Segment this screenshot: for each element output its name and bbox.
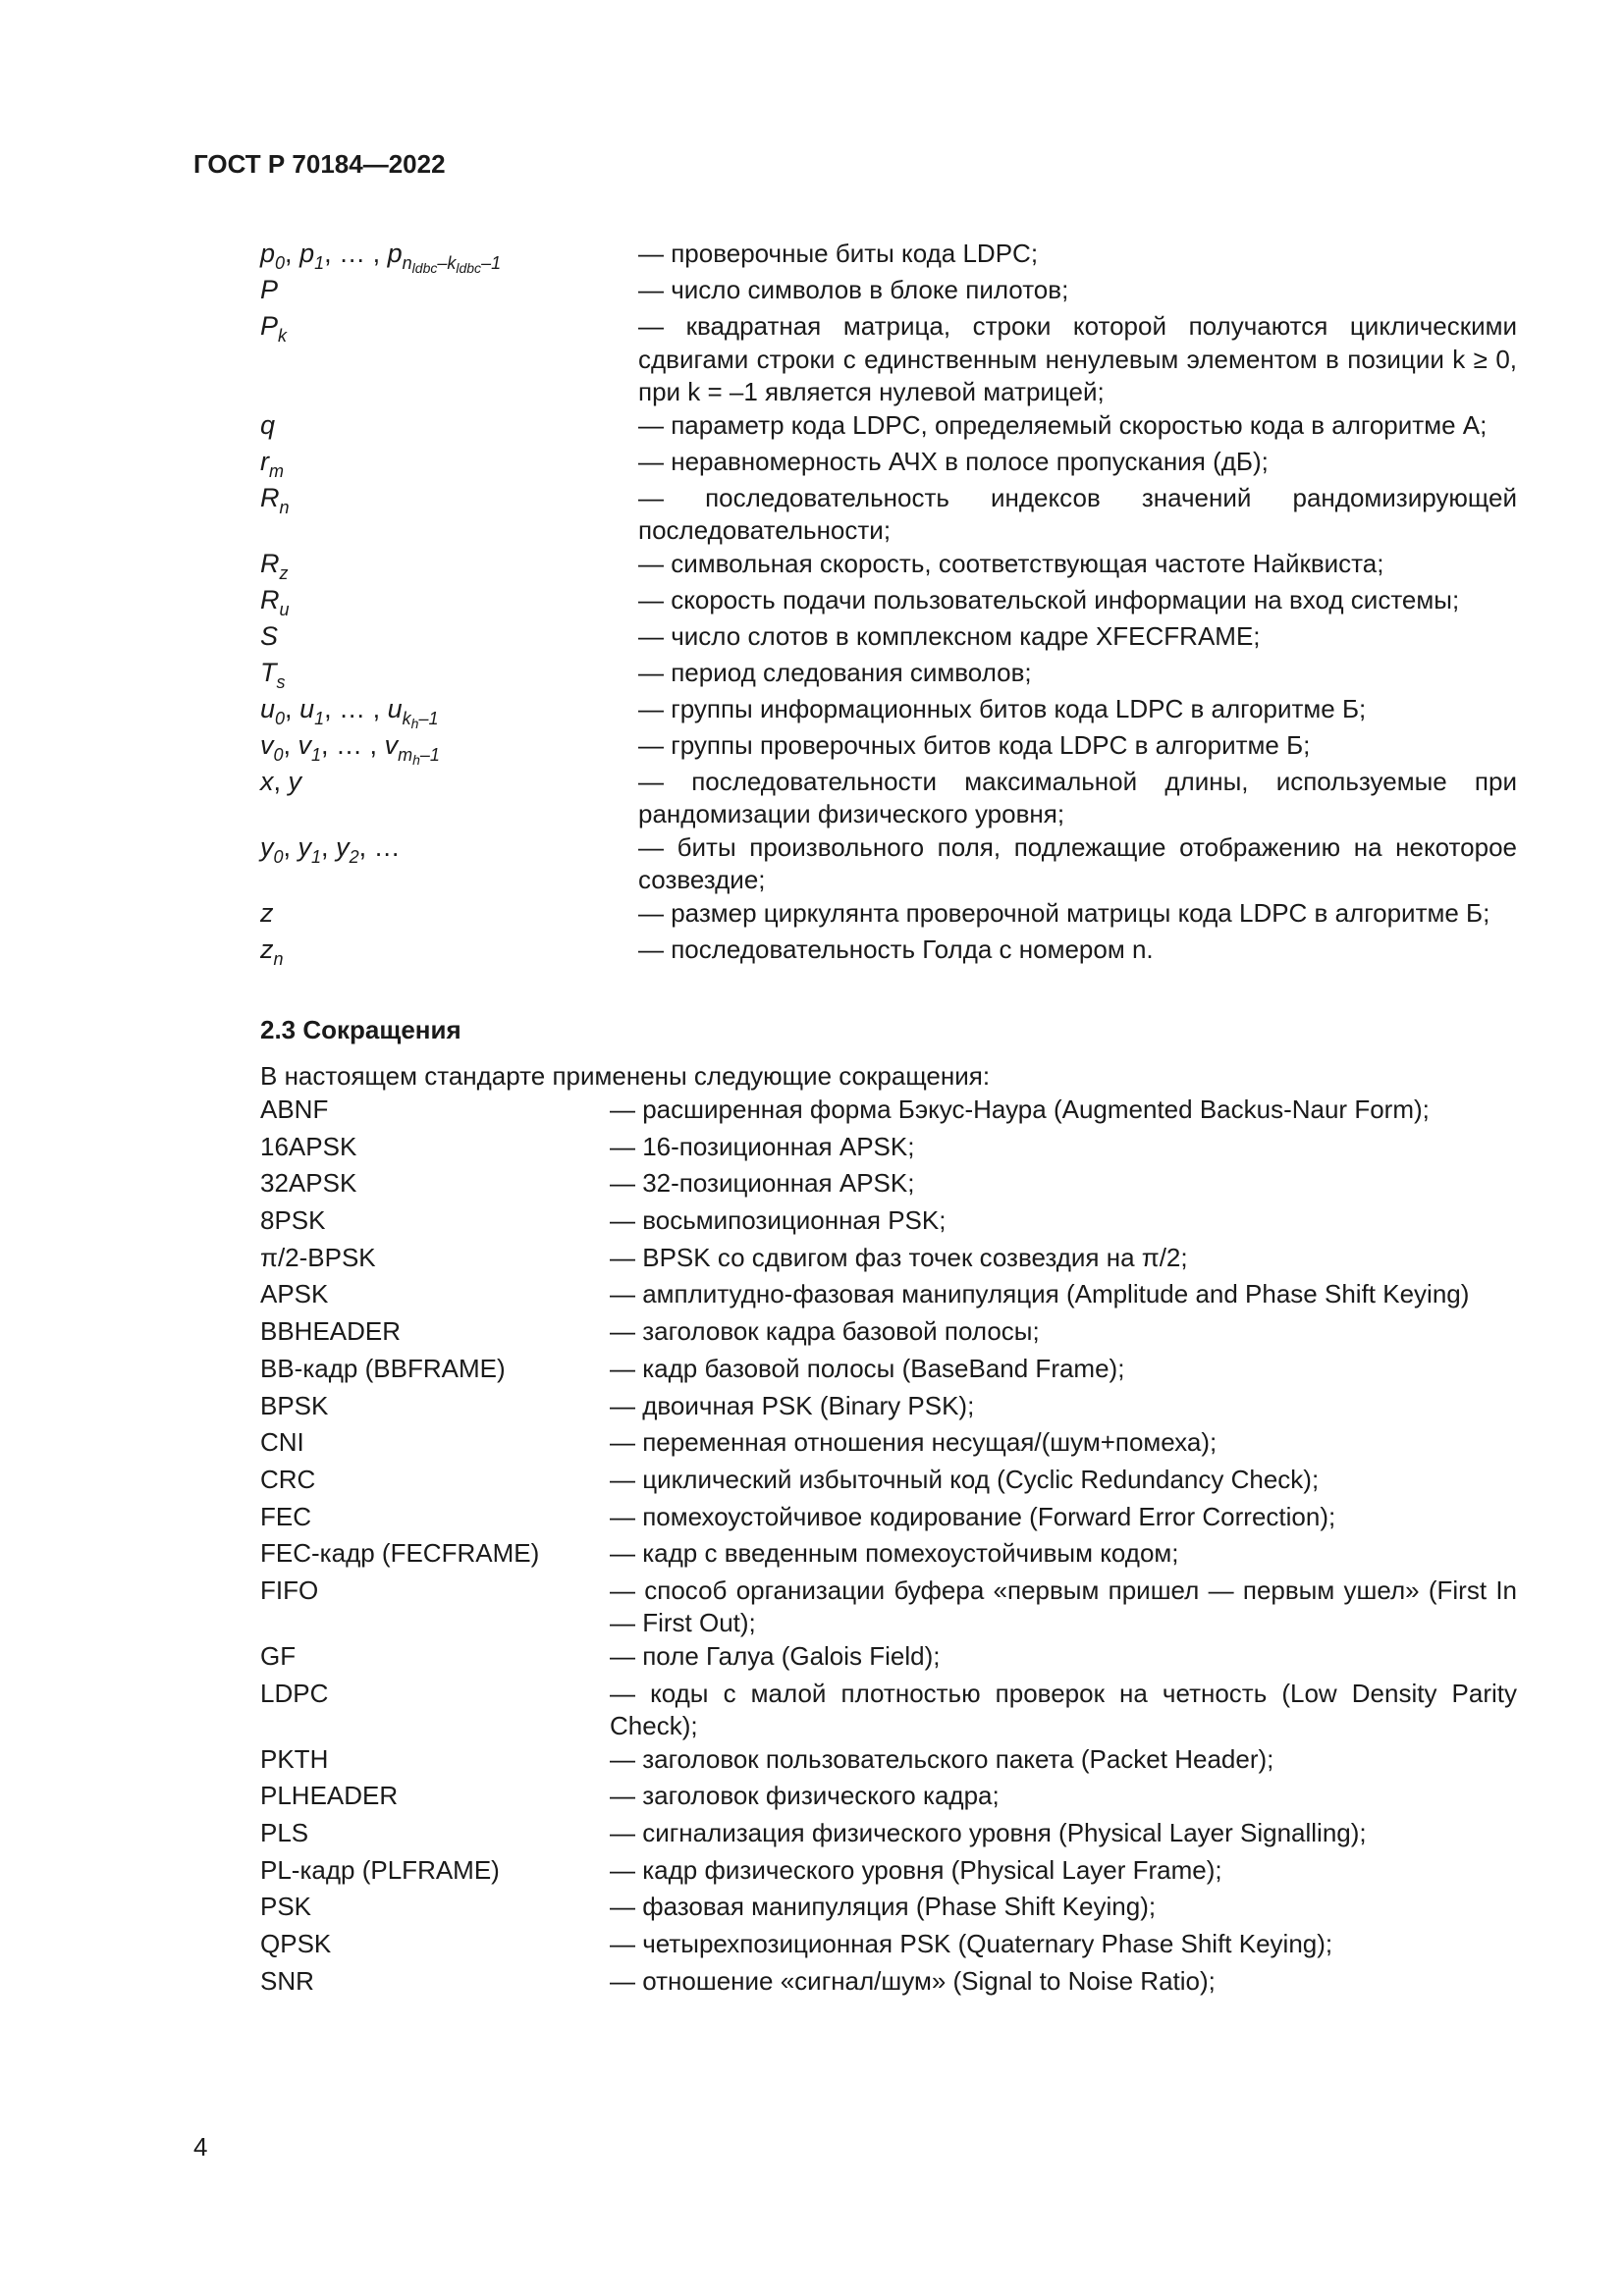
abbreviation-text: — переменная отношения несущая/(шум+помеха); bbox=[610, 1427, 1218, 1458]
abbreviation-row bbox=[260, 1891, 1517, 1928]
abbreviation-text: — BPSK со сдвигом фаз точек созвездия на π/2; bbox=[610, 1242, 1188, 1272]
definition-row bbox=[260, 548, 1517, 584]
definition-text: — размер циркулянта проверочной матрицы кода LDPC в алгоритме Б; bbox=[638, 897, 1490, 928]
definition-row bbox=[260, 310, 1517, 409]
symbol-pk: $P_k$ bbox=[260, 311, 288, 346]
symbol-rz: $R_z$ bbox=[260, 548, 289, 583]
abbreviation-text: — восьмипозиционная PSK; bbox=[610, 1205, 947, 1236]
definition-row bbox=[260, 934, 1517, 970]
abbreviation-row bbox=[260, 1928, 1517, 1965]
definition-row bbox=[260, 584, 1517, 620]
abbreviation-row bbox=[260, 1965, 1517, 2002]
abbreviation-term: PSK bbox=[260, 1892, 312, 1922]
abbreviation-term: PL-кадр (PLFRAME) bbox=[260, 1854, 500, 1885]
symbol-v-groups: $v_0$, $v_1$, … , $v_{m_h-1}$ bbox=[260, 729, 440, 768]
abbreviation-row bbox=[260, 1131, 1517, 1168]
section-title: 2.3 Сокращения bbox=[260, 1015, 461, 1044]
symbol-y-bits: $y_0$, $y_1$, $y_2$, … bbox=[260, 831, 401, 867]
abbreviation-term: PKTH bbox=[260, 1743, 329, 1774]
abbreviation-term: CNI bbox=[260, 1427, 304, 1458]
definition-text: — последовательность индексов значений рандомизирующей последовательности; bbox=[638, 482, 1517, 545]
definition-row bbox=[260, 482, 1517, 548]
definition-row bbox=[260, 831, 1517, 897]
abbreviation-row bbox=[260, 1167, 1517, 1204]
definition-text: — неравномерность АЧХ в полосе пропускания (дБ); bbox=[638, 446, 1269, 476]
abbreviation-text: — кадр базовой полосы (BaseBand Frame); bbox=[610, 1353, 1125, 1383]
symbol-z: z bbox=[260, 897, 274, 928]
definition-text: — последовательности максимальной длины, используемые при рандомизации физического уровня; bbox=[638, 766, 1517, 828]
definition-row bbox=[260, 238, 1517, 274]
abbreviation-term: FIFO bbox=[260, 1575, 319, 1605]
page-number: 4 bbox=[193, 2132, 208, 2162]
abbreviation-term: BBHEADER bbox=[260, 1316, 402, 1347]
abbreviation-row bbox=[260, 1501, 1517, 1538]
abbreviation-text: — заголовок кадра базовой полосы; bbox=[610, 1316, 1040, 1347]
abbreviation-term: BPSK bbox=[260, 1390, 329, 1420]
abbreviation-text: — отношение «сигнал/шум» (Signal to Noise Ratio); bbox=[610, 1965, 1216, 1996]
definition-row bbox=[260, 657, 1517, 693]
page-header-standard: ГОСТ Р 70184—2022 bbox=[193, 149, 446, 179]
abbreviation-text: — 32-позиционная APSK; bbox=[610, 1168, 915, 1199]
abbreviation-term: 8PSK bbox=[260, 1205, 326, 1236]
symbol-ts: $T_s$ bbox=[260, 657, 286, 692]
definition-text: — квадратная матрица, строки которой получаются циклическими сдвигами строки с единственным ненулевым элементом в позиции k ≥ 0, при k = –1 является нулевой матрицей; bbox=[638, 311, 1517, 406]
abbreviation-list bbox=[260, 1094, 1517, 2002]
abbreviation-row bbox=[260, 1743, 1517, 1781]
abbreviation-text: — заголовок пользовательского пакета (Packet Header); bbox=[610, 1743, 1274, 1774]
definition-row bbox=[260, 446, 1517, 482]
abbreviation-text: — поле Галуа (Galois Field); bbox=[610, 1640, 941, 1671]
abbreviation-text: — циклический избыточный код (Cyclic Redundancy Check); bbox=[610, 1464, 1320, 1494]
abbreviation-row bbox=[260, 1353, 1517, 1390]
symbol-definitions bbox=[260, 238, 1517, 970]
symbol-s: S bbox=[260, 620, 279, 651]
abbreviation-row bbox=[260, 1315, 1517, 1353]
symbol-rn: $R_n$ bbox=[260, 482, 290, 517]
abbreviation-text: — сигнализация физического уровня (Physical Layer Signalling); bbox=[610, 1818, 1367, 1847]
definition-text: — символьная скорость, соответствующая частоте Найквиста; bbox=[638, 548, 1384, 578]
definition-row bbox=[260, 274, 1517, 310]
abbreviation-term: APSK bbox=[260, 1279, 329, 1309]
abbreviation-term: LDPC bbox=[260, 1678, 329, 1708]
abbreviation-term: 32APSK bbox=[260, 1168, 357, 1199]
abbreviation-text: — расширенная форма Бэкус-Наура (Augmented Backus-Naur Form); bbox=[610, 1095, 1430, 1124]
definition-row bbox=[260, 693, 1517, 729]
abbreviation-row bbox=[260, 1242, 1517, 1279]
definition-text: — период следования символов; bbox=[638, 657, 1032, 687]
abbreviation-term: PLHEADER bbox=[260, 1781, 399, 1811]
abbreviation-text: — четырехпозиционная PSK (Quaternary Phase Shift Keying); bbox=[610, 1929, 1333, 1959]
definition-text: — биты произвольного поля, подлежащие отображению на некоторое созвездие; bbox=[638, 831, 1517, 894]
abbreviation-term: 16APSK bbox=[260, 1131, 357, 1161]
definition-row bbox=[260, 409, 1517, 446]
abbreviation-row bbox=[260, 1426, 1517, 1464]
symbol-xy: x, y bbox=[260, 766, 302, 796]
abbreviation-text: — заголовок физического кадра; bbox=[610, 1781, 1000, 1811]
abbreviation-term: ABNF bbox=[260, 1095, 329, 1124]
symbol-ru: $R_u$ bbox=[260, 584, 290, 619]
abbreviation-row bbox=[260, 1278, 1517, 1315]
abbreviation-term: FEC-кадр (FECFRAME) bbox=[260, 1538, 540, 1569]
definition-text: — скорость подачи пользовательской информации на вход системы; bbox=[638, 584, 1460, 614]
abbreviation-text: — способ организации буфера «первым пришел — первым ушел» (First In — First Out); bbox=[610, 1575, 1517, 1638]
abbreviation-term: QPSK bbox=[260, 1929, 332, 1959]
section-intro: В настоящем стандарте применены следующие сокращения: bbox=[260, 1061, 991, 1091]
abbreviation-term: π/2-BPSK bbox=[260, 1242, 376, 1272]
abbreviation-term: FEC bbox=[260, 1501, 311, 1531]
definition-text: — проверочные биты кода LDPC; bbox=[638, 239, 1039, 268]
definition-text: — группы информационных битов кода LDPC в алгоритме Б; bbox=[638, 693, 1367, 723]
abbreviation-row bbox=[260, 1817, 1517, 1854]
abbreviation-term: PLS bbox=[260, 1818, 309, 1847]
abbreviation-row bbox=[260, 1854, 1517, 1892]
abbreviation-row bbox=[260, 1780, 1517, 1817]
abbreviation-term: GF bbox=[260, 1640, 297, 1671]
symbol-p: P bbox=[260, 275, 279, 304]
abbreviation-text: — амплитудно-фазовая манипуляция (Amplitude and Phase Shift Keying) bbox=[610, 1279, 1470, 1309]
definition-text: — параметр кода LDPC, определяемый скоростью кода в алгоритме А; bbox=[638, 409, 1488, 440]
abbreviation-text: — фазовая манипуляция (Phase Shift Keying); bbox=[610, 1892, 1157, 1922]
symbol-q: q bbox=[260, 409, 276, 440]
abbreviation-row bbox=[260, 1094, 1517, 1131]
abbreviation-text: — двоичная PSK (Binary PSK); bbox=[610, 1390, 975, 1420]
abbreviation-row bbox=[260, 1575, 1517, 1640]
abbreviation-term: CRC bbox=[260, 1464, 316, 1494]
abbreviation-row bbox=[260, 1537, 1517, 1575]
symbol-zn: $z_n$ bbox=[260, 934, 284, 969]
definition-row bbox=[260, 729, 1517, 766]
abbreviation-text: — кадр с введенным помехоустойчивым кодом; bbox=[610, 1538, 1179, 1569]
definition-text: — число символов в блоке пилотов; bbox=[638, 275, 1069, 304]
definition-row bbox=[260, 620, 1517, 657]
symbol-rm: $r_m$ bbox=[260, 446, 284, 481]
symbol-ldpc-parity-bits: $p_0$, $p_1$, … , $p_{n_{ldbc}-k_{ldbc}-1}$ bbox=[260, 239, 502, 276]
abbreviation-row bbox=[260, 1204, 1517, 1242]
abbreviation-term: BB-кадр (BBFRAME) bbox=[260, 1353, 506, 1383]
definition-text: — число слотов в комплексном кадре XFECFRAME; bbox=[638, 620, 1261, 651]
abbreviation-text: — 16-позиционная APSK; bbox=[610, 1131, 915, 1161]
definition-text: — группы проверочных битов кода LDPC в алгоритме Б; bbox=[638, 729, 1311, 760]
definition-text: — последовательность Голда с номером n. bbox=[638, 934, 1154, 964]
abbreviation-text: — кадр физического уровня (Physical Layer Frame); bbox=[610, 1854, 1222, 1885]
abbreviation-term: SNR bbox=[260, 1965, 314, 1996]
abbreviation-row bbox=[260, 1640, 1517, 1678]
abbreviation-row bbox=[260, 1390, 1517, 1427]
definition-row bbox=[260, 897, 1517, 934]
definition-row bbox=[260, 766, 1517, 831]
symbol-u-groups: $u_0$, $u_1$, … , $u_{k_h-1}$ bbox=[260, 693, 439, 731]
abbreviation-row bbox=[260, 1464, 1517, 1501]
abbreviation-text: — коды с малой плотностью проверок на четность (Low Density Parity Check); bbox=[610, 1678, 1517, 1741]
abbreviation-text: — помехоустойчивое кодирование (Forward Error Correction); bbox=[610, 1501, 1336, 1531]
abbreviation-row bbox=[260, 1678, 1517, 1743]
